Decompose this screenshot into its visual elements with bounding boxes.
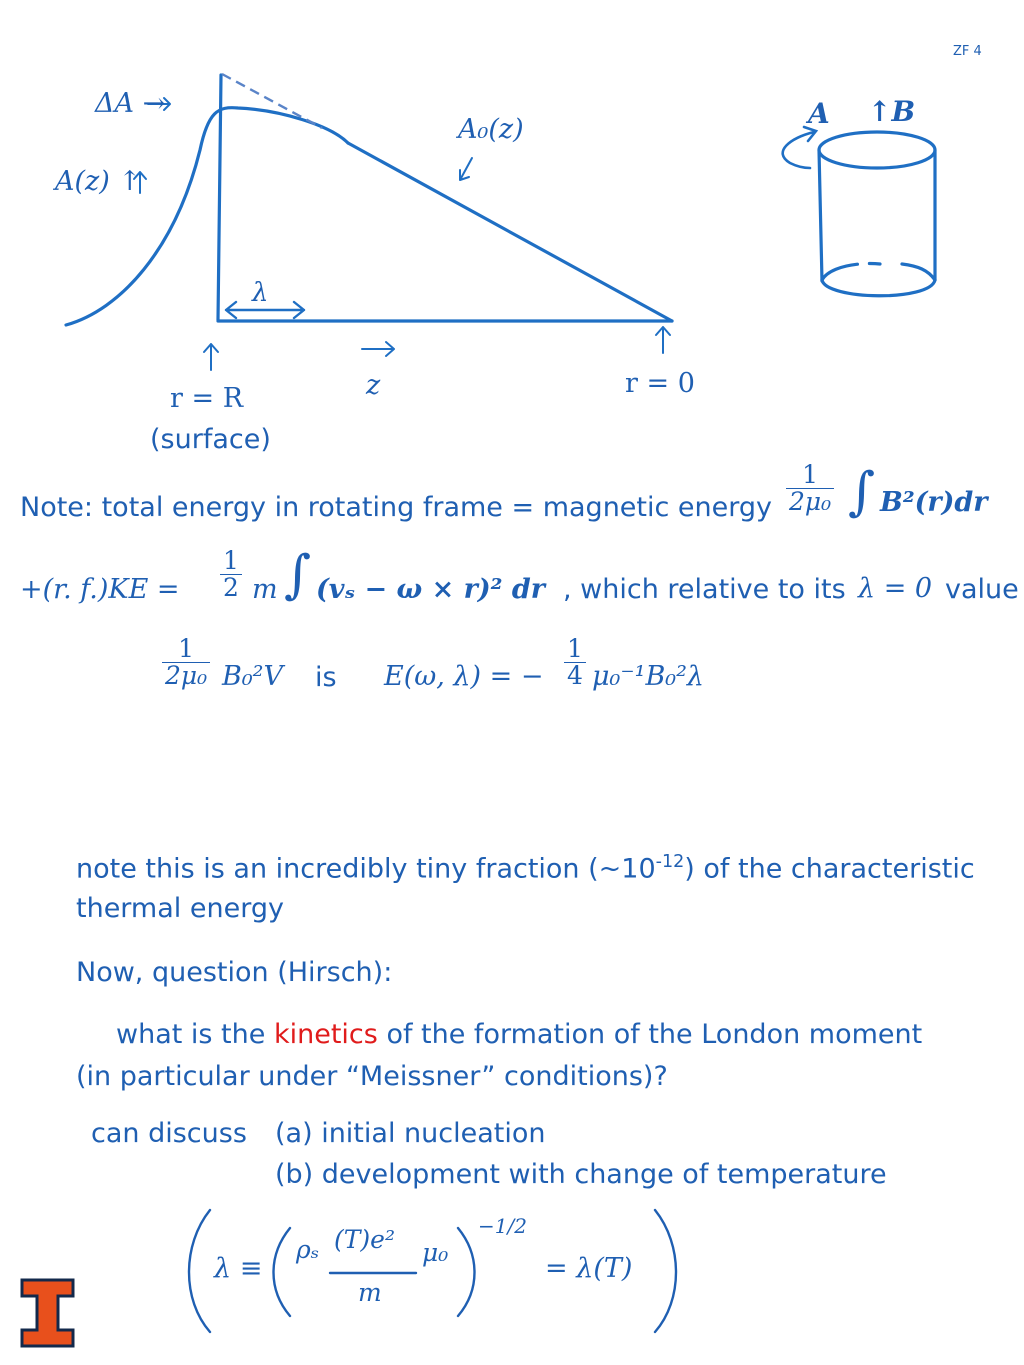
- is-text: is: [315, 662, 337, 693]
- formula-rhs: = λ(T): [545, 1253, 633, 1284]
- z-label: z: [366, 370, 381, 401]
- surface-label: (surface): [150, 424, 271, 455]
- outer-paren-right: [655, 1210, 676, 1332]
- lambda-equiv: λ ≡: [214, 1253, 263, 1284]
- item-a: (a) initial nucleation: [275, 1118, 546, 1149]
- delta-a-label: ΔA →: [95, 88, 166, 119]
- z-arrow: [362, 342, 394, 356]
- kinetics-line2: (in particular under “Meissner” conditions)?: [76, 1061, 668, 1092]
- r-R-arrow: [204, 344, 218, 370]
- r-equals-R-label: r = R: [170, 383, 244, 414]
- dashed-extrapolation: [222, 74, 322, 128]
- inner-paren-left: [274, 1228, 291, 1316]
- energy-lhs: E(ω, λ) = −: [384, 661, 544, 692]
- cylinder-sides: [819, 150, 935, 281]
- slide-number: ZF 4: [953, 44, 982, 59]
- rotation-arrow: [783, 127, 816, 168]
- lambda-zero: λ = 0: [858, 573, 933, 604]
- tiny-fraction-line1: note this is an incredibly tiny fraction $(\sim 10^{-12})$ of the characteristic: [76, 852, 975, 885]
- mass-symbol: m: [252, 574, 278, 605]
- cylinder-bottom: [822, 280, 935, 296]
- energy-rhs: μ₀⁻¹B₀²λ: [592, 661, 705, 692]
- item-b: (b) development with change of temperature: [275, 1159, 887, 1190]
- block-i-icon: [22, 1280, 73, 1346]
- half-fraction: $\frac{1}{2}$: [220, 548, 242, 602]
- a-z-curve: [66, 108, 348, 325]
- r-equals-0-label: r = 0: [625, 368, 695, 399]
- cylinder-top: [819, 132, 935, 168]
- a0-line: [348, 143, 672, 321]
- formula-exponent: −1/2: [478, 1214, 527, 1238]
- b0v-fraction: $\frac{1}{\text{2μ₀}}$: [162, 636, 210, 690]
- r-0-arrow: [656, 327, 670, 353]
- question-heading: Now, question (Hirsch):: [76, 957, 393, 988]
- note-prefix: Note: total energy in rotating frame = magnetic energy: [20, 492, 773, 523]
- relative-text: , which relative to its: [563, 574, 846, 605]
- cylinder-b-label: ↑B: [868, 95, 916, 128]
- formula-denominator: m: [358, 1278, 382, 1307]
- inner-paren-right: [458, 1228, 475, 1316]
- a0-label: A₀(z): [458, 114, 524, 145]
- integral-sign-2: ∫: [284, 545, 312, 605]
- formula-numerator: (T)e²: [334, 1225, 395, 1254]
- kinetics-highlight: kinetics: [273, 1019, 378, 1050]
- outer-paren-left: [189, 1210, 210, 1332]
- rho-s: ρₛ: [296, 1235, 320, 1264]
- kinetics-line1: what is the kinetics of the formation of the London moment: [116, 1019, 923, 1050]
- integral-sign: ∫: [848, 462, 876, 522]
- tiny-fraction-line2: thermal energy: [76, 893, 284, 924]
- a0-arrow: [460, 158, 472, 180]
- b0v: B₀²V: [222, 661, 283, 692]
- magnetic-energy-fraction: $\frac{1}{\text{2μ₀}}$: [786, 462, 834, 516]
- cylinder-bottom-hidden: [822, 264, 935, 280]
- penetration-diagram: [0, 0, 1024, 470]
- cylinder-a-label: A: [808, 97, 830, 130]
- ke-integrand: (vₛ − ω × r)² dr: [316, 574, 545, 605]
- magnetic-integrand: B²(r)dr: [880, 487, 988, 518]
- mu-zero: μ₀: [422, 1238, 449, 1267]
- can-discuss-label: can discuss: [91, 1118, 247, 1149]
- a-z-label: A(z) ↑: [55, 166, 141, 197]
- lambda-label: λ: [252, 278, 269, 308]
- ke-lhs: +(r. f.)KE =: [20, 574, 180, 605]
- value-text: value: [945, 574, 1019, 605]
- quarter-fraction: $\frac{1}{4}$: [564, 636, 586, 690]
